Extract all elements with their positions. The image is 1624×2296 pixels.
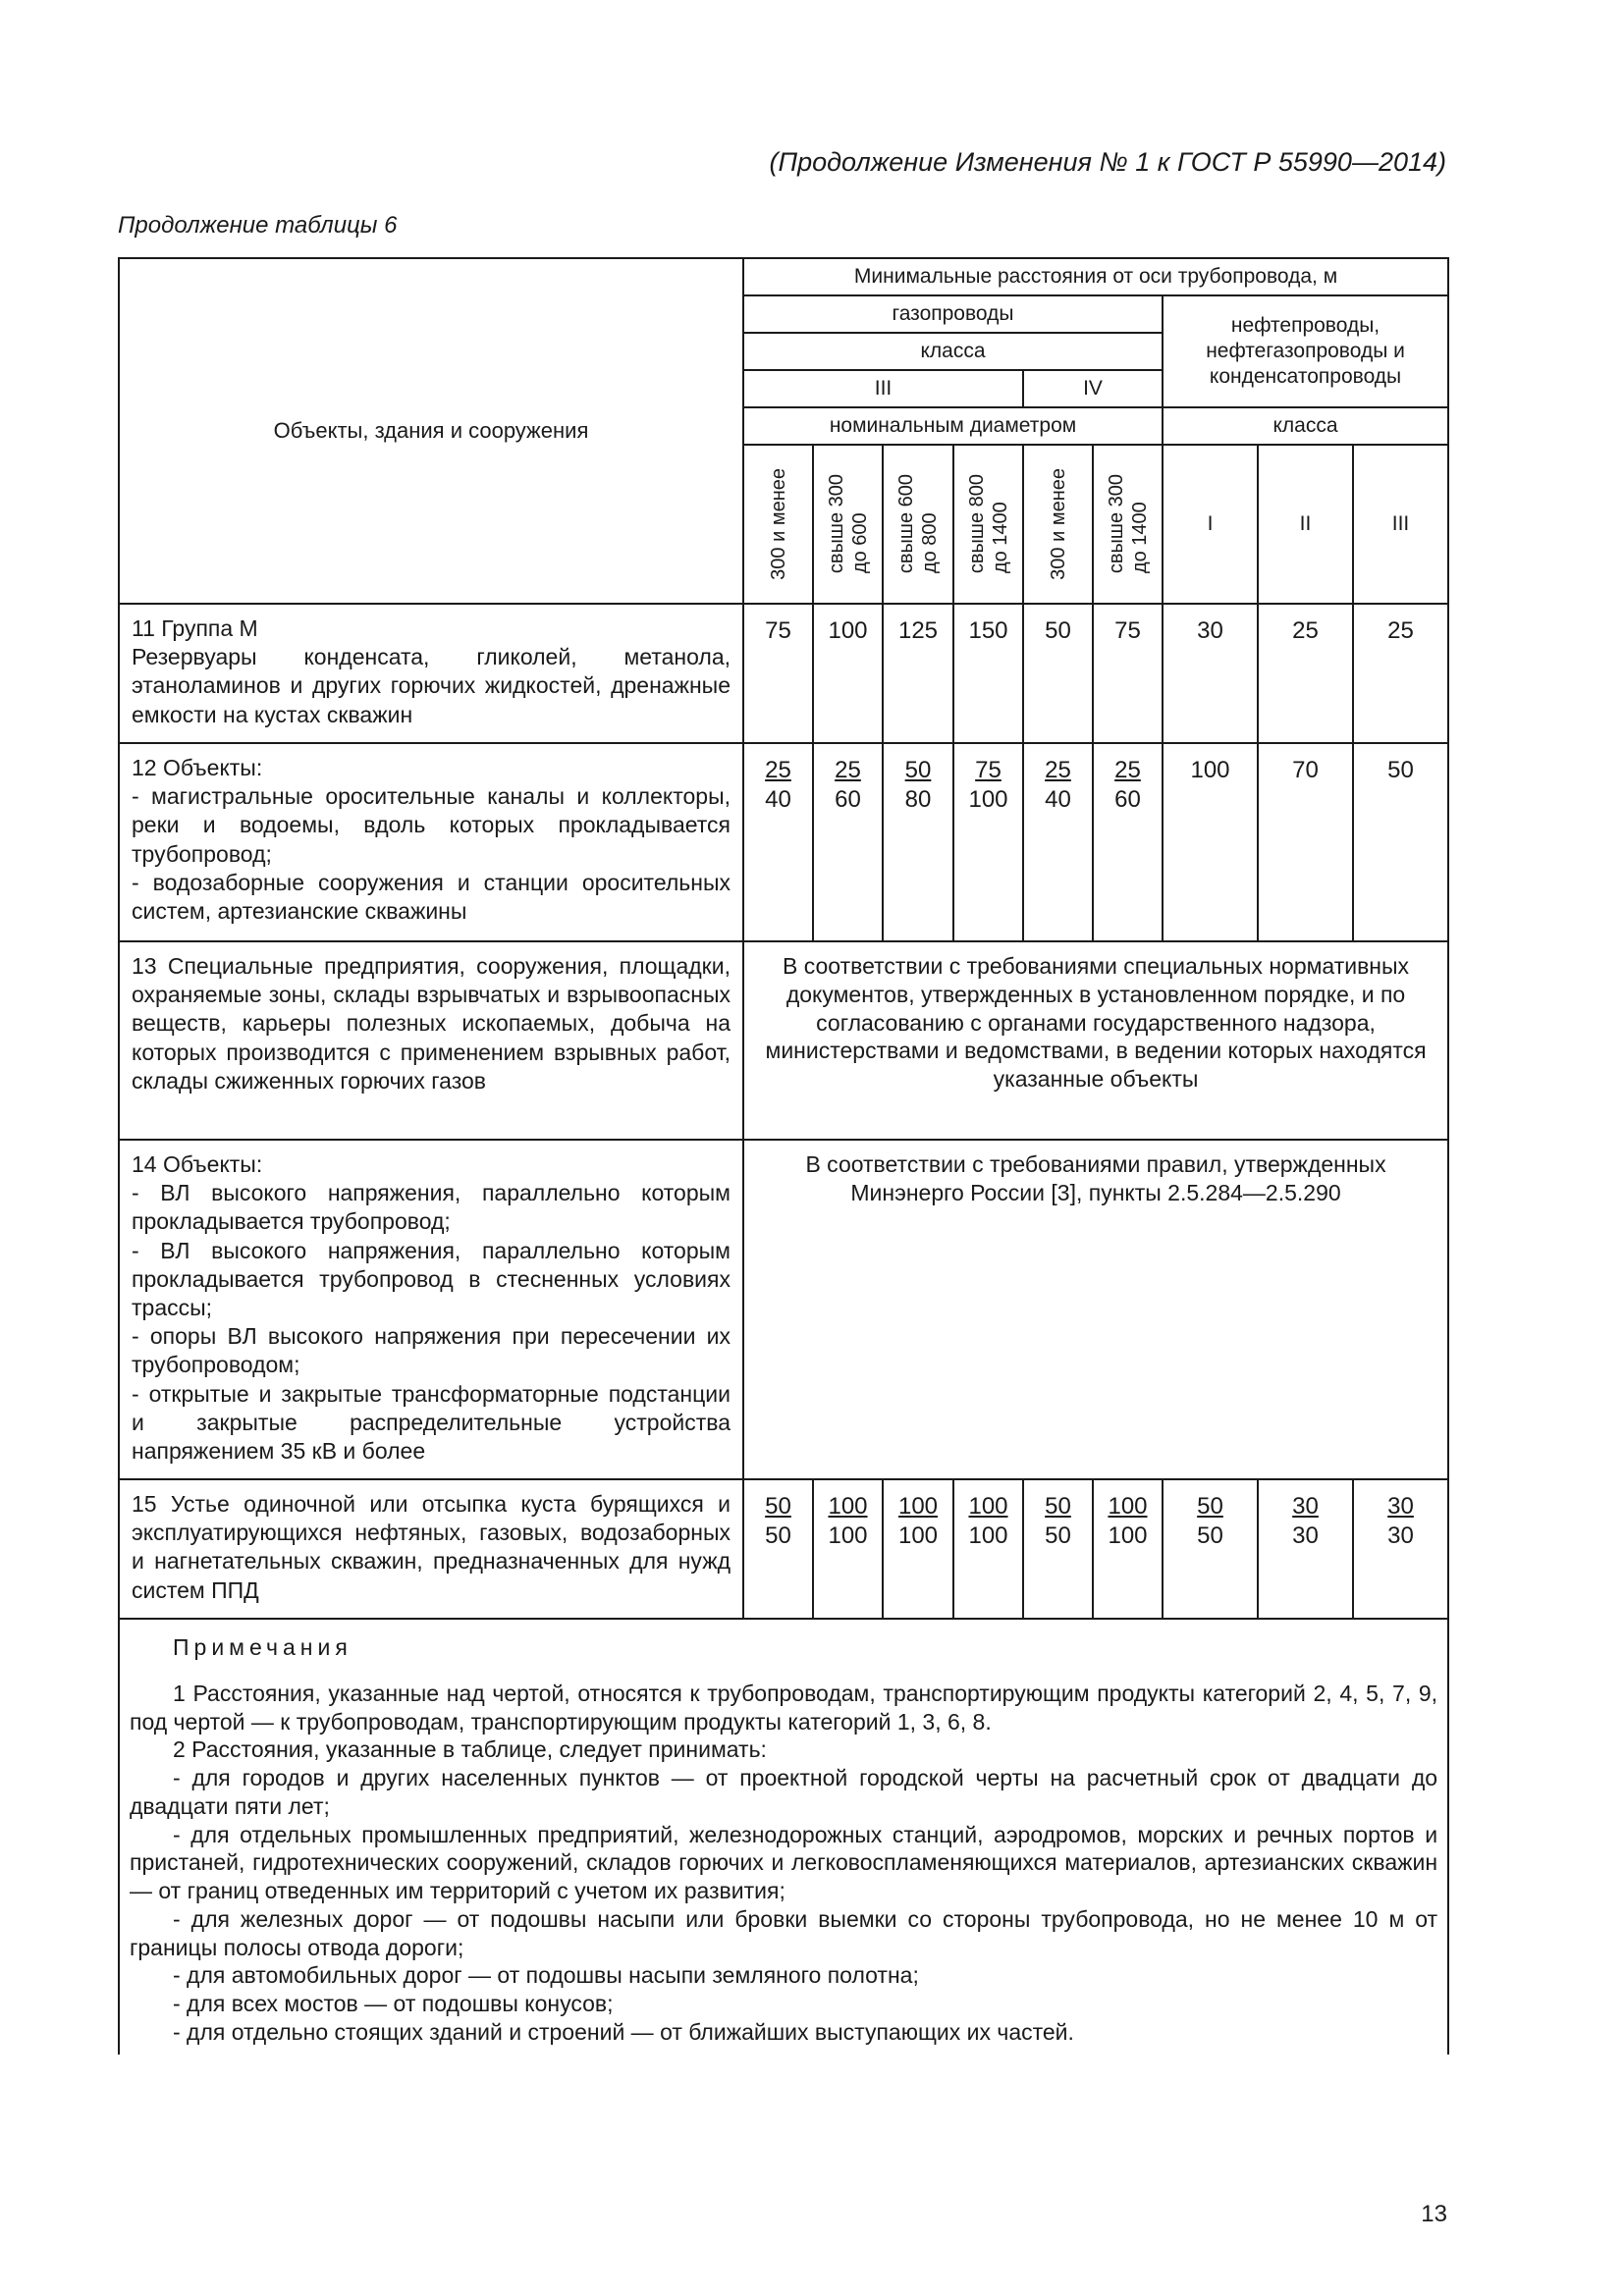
value-cell: 25 40 — [1023, 743, 1093, 941]
oil-class-header: класса — [1163, 407, 1448, 445]
note-paragraph: - для отдельно стоящих зданий и строений — от ближайших выступающих их частей. — [173, 2018, 1074, 2045]
value-cell: 50 80 — [883, 743, 953, 941]
col-header: 300 и менее — [1023, 445, 1093, 604]
row-object-text: 11 Группа М Резервуары конденсата, гликолей, метанола, этаноламинов и других горючих жидкостей, дренажные емкости на кустах скважин — [132, 615, 731, 727]
value-cell: 100 100 — [883, 1479, 953, 1619]
note-paragraph: - для городов и других населенных пунктов — от проектной городской черты на расчетный срок от двадцати до двадцати пяти лет; — [130, 1765, 1438, 1819]
row-object-text: 15 Устье одиночной или отсыпка куста бурящихся и эксплуатирующихся нефтяных, газовых, водозаборных и нагнетательных скважин, предназначенных для нужд систем ППД — [132, 1491, 731, 1603]
table-row — [119, 604, 1448, 743]
oil-pipelines-header: нефтепроводы, нефтегазопроводы и конденсатопроводы — [1163, 295, 1448, 407]
value-cell: 25 60 — [1093, 743, 1163, 941]
col-header: свыше 600 до 800 — [883, 445, 953, 604]
col-header: свыше 300 до 600 — [813, 445, 883, 604]
value-cell: 100 — [1163, 743, 1258, 941]
gas-class-iii: III — [743, 370, 1023, 407]
col-header: II — [1258, 445, 1353, 604]
value-cell: 50 50 — [1163, 1479, 1258, 1619]
row-object-text: 14 Объекты: - ВЛ высокого напряжения, параллельно которым прокладывается трубопровод; - ВЛ высокого напряжения, параллельно которым прокладывается трубопровод в стесненных условиях трассы; - опоры ВЛ высокого напряжения при пересечении их трубопроводом; - открытые и закрытые трансформаторные подстанции и закрытые распределительные устройства напряжением 35 кВ и более — [132, 1151, 731, 1465]
value-cell: 100 — [813, 604, 883, 743]
value-cell: 25 — [1258, 604, 1353, 743]
value-cell: 100 100 — [1093, 1479, 1163, 1619]
merged-requirement-cell: В соответствии с требованиями специальных нормативных документов, утвержденных в установленном порядке, и по согласованию с органами государственного надзора, министерствами и ведомствами, в ведении которых находятся указанные объекты — [743, 941, 1448, 1140]
value-cell: 50 — [1023, 604, 1093, 743]
notes-block — [119, 1619, 1448, 2055]
value-cell: 25 — [1353, 604, 1448, 743]
row-object-text: 13 Специальные предприятия, сооружения, площадки, охраняемые зоны, склады взрывчатых и взрывоопасных веществ, карьеры полезных ископаемых, добыча на которых производится с применением взрывных работ, склады сжиженных горючих газов — [132, 953, 731, 1094]
value-cell: 25 40 — [743, 743, 813, 941]
value-cell: 50 50 — [1023, 1479, 1093, 1619]
merged-requirement-cell: В соответствии с требованиями правил, утвержденных Минэнерго России [3], пункты 2.5.284—2.5.290 — [743, 1140, 1448, 1479]
value-cell: 75 100 — [953, 743, 1023, 941]
value-cell: 70 — [1258, 743, 1353, 941]
value-cell: 100 100 — [953, 1479, 1023, 1619]
value-cell: 25 60 — [813, 743, 883, 941]
col-header: I — [1163, 445, 1258, 604]
note-paragraph: 1 Расстояния, указанные над чертой, относятся к трубопроводам, транспортирующим продукты категорий 2, 4, 5, 7, 9, под чертой — к трубопроводам, транспортирующим продукты категорий 1, 3, 6, 8. — [130, 1680, 1438, 1735]
distances-table — [118, 257, 1449, 2055]
note-paragraph: - для железных дорог — от подошвы насыпи или бровки выемки со стороны трубопровода, но не менее 10 м от границы полосы отвода дороги; — [130, 1905, 1438, 1960]
table-row — [119, 941, 1448, 1140]
value-cell: 150 — [953, 604, 1023, 743]
note-paragraph: 2 Расстояния, указанные в таблице, следует принимать: — [173, 1736, 767, 1763]
col-header: III — [1353, 445, 1448, 604]
value-cell: 50 50 — [743, 1479, 813, 1619]
value-cell: 75 — [1093, 604, 1163, 743]
gas-pipelines-header: газопроводы — [743, 295, 1163, 333]
min-distance-header: Минимальные расстояния от оси трубопровода, м — [743, 258, 1448, 295]
row-object-text: 12 Объекты: - магистральные оросительные каналы и коллекторы, реки и водоемы, вдоль которых прокладывается трубопровод; - водозаборные сооружения и станции оросительных систем, артезианские скважины — [132, 755, 731, 925]
note-paragraph: - для всех мостов — от подошвы конусов; — [173, 1991, 614, 2016]
col-header: 300 и менее — [743, 445, 813, 604]
gas-class-header: класса — [743, 333, 1163, 370]
col-header: свыше 300 до 1400 — [1093, 445, 1163, 604]
value-cell: 100 100 — [813, 1479, 883, 1619]
objects-header: Объекты, здания и сооружения — [119, 258, 743, 604]
value-cell: 30 30 — [1353, 1479, 1448, 1619]
value-cell: 30 30 — [1258, 1479, 1353, 1619]
document-continuation-header: (Продолжение Изменения № 1 к ГОСТ Р 55990—2014) — [769, 147, 1446, 177]
value-cell: 50 — [1353, 743, 1448, 941]
table-row — [119, 1479, 1448, 1619]
gas-class-iv: IV — [1023, 370, 1163, 407]
table-row — [119, 743, 1448, 941]
value-cell: 75 — [743, 604, 813, 743]
nominal-diameter-header: номинальным диаметром — [743, 407, 1163, 445]
notes-title: Примечания — [173, 1634, 352, 1660]
value-cell: 30 — [1163, 604, 1258, 743]
table-caption: Продолжение таблицы 6 — [118, 212, 398, 239]
note-paragraph: - для автомобильных дорог — от подошвы насыпи земляного полотна; — [173, 1962, 919, 1989]
page-number: 13 — [1421, 2201, 1447, 2227]
col-header: свыше 800 до 1400 — [953, 445, 1023, 604]
table-row — [119, 1140, 1448, 1479]
note-paragraph: - для отдельных промышленных предприятий, железнодорожных станций, аэродромов, морских и речных портов и пристаней, гидротехнических сооружений, складов горючих и легковоспламеняющихся материалов, артезианских скважин — от границ отведенных им территорий с учетом их развития; — [130, 1821, 1438, 1903]
value-cell: 125 — [883, 604, 953, 743]
